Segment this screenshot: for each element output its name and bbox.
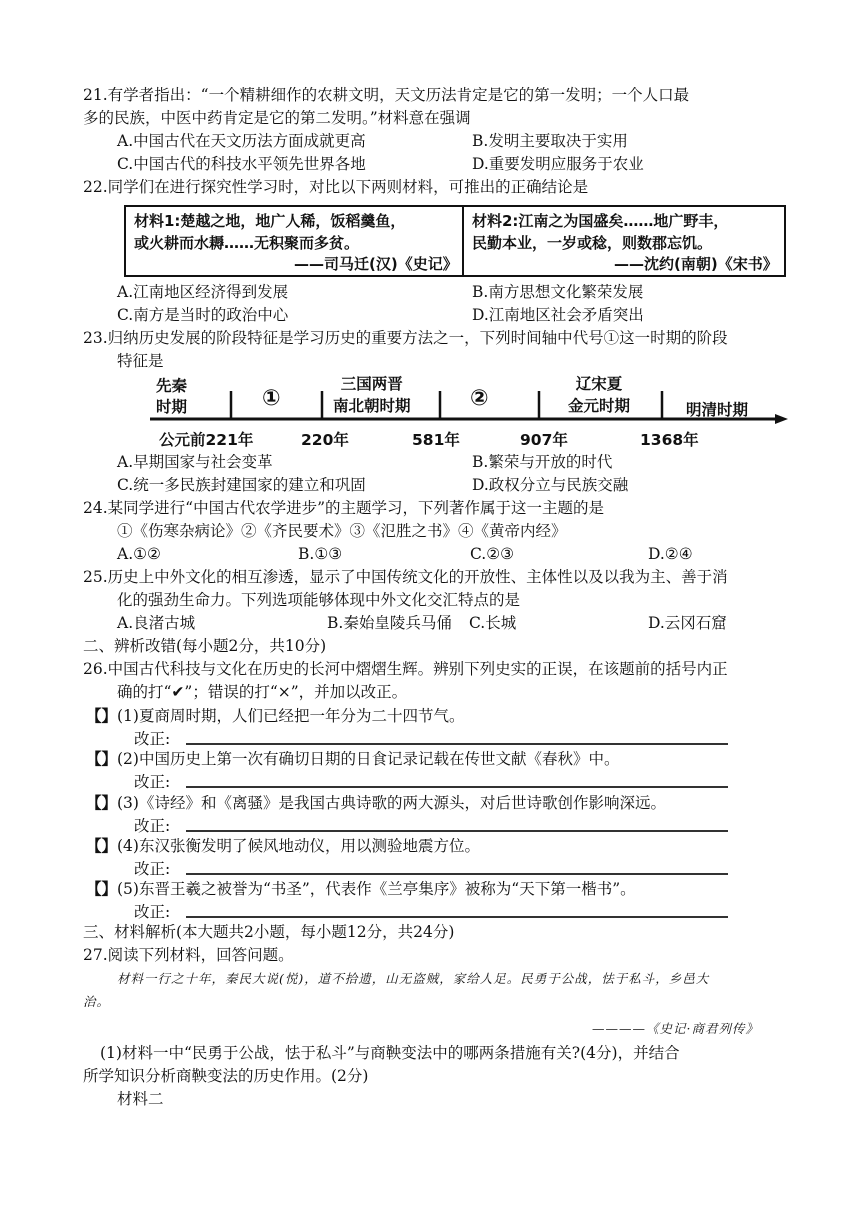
- section-2-heading: 二、辨析改错(每小题2分，共10分): [83, 637, 327, 655]
- timeline-year-1: 公元前221年: [159, 431, 254, 449]
- q26-stem-line2: 确的打“✔”；错误的打“×”，并加以改正。: [117, 683, 408, 701]
- timeline-period-preqin: [156, 376, 187, 418]
- timeline-period-2: ②: [470, 386, 489, 411]
- timeline-period-liao-song-line2: 金元时期: [568, 397, 631, 415]
- q21-option-c: C.中国古代的科技水平领先世界各地: [117, 155, 366, 173]
- q26-item1-bracket[interactable]: 【】: [86, 706, 118, 725]
- q26-item5-text: (5)东晋王羲之被誉为“书圣”，代表作《兰亭集序》被称为“天下第一楷书”。: [117, 880, 636, 898]
- timeline-period-1: ①: [262, 386, 281, 411]
- timeline-year-4: 907年: [520, 431, 568, 449]
- timeline-period-three-kingdoms-line2: 南北朝时期: [333, 397, 411, 415]
- q25-option-d: D.云冈石窟: [648, 614, 727, 632]
- q23-option-b: B.繁荣与开放的时代: [472, 453, 613, 471]
- q26-item2-bracket[interactable]: 【】: [86, 749, 118, 768]
- q26-item5-bracket[interactable]: 【】: [86, 879, 118, 898]
- timeline-period-liao-song-line1: 辽宋夏: [575, 375, 623, 393]
- q22-material1-source: ——司马迁(汉)《史记》: [294, 255, 458, 273]
- q25-option-a: A.良渚古城: [117, 614, 196, 632]
- q26-stem-line1: 26.中国古代科技与文化在历史的长河中熠熠生辉。辨别下列史实的正误，在该题前的括号内正: [83, 660, 728, 678]
- q24-option-d: D.②④: [648, 545, 693, 563]
- timeline-year-3: 581年: [412, 431, 460, 449]
- q22-material-box: [124, 205, 786, 277]
- q25-option-b: B.秦始皇陵兵马俑: [327, 614, 452, 632]
- q21-option-b: B.发明主要取决于实用: [472, 132, 628, 150]
- q27-material1-line2: 治。: [83, 994, 111, 1009]
- q27-stem: 27.阅读下列材料，回答问题。: [83, 946, 294, 964]
- q22-material2-source: ——沈约(南朝)《宋书》: [614, 255, 778, 273]
- timeline-period-three-kingdoms-line1: 三国两晋: [340, 375, 403, 393]
- q25-stem-line1: 25.历史上中外文化的相互渗透，显示了中国传统文化的开放性、主体性以及以我为主、善于消: [83, 568, 728, 586]
- timeline-year-2: 220年: [301, 431, 349, 449]
- q23-option-a: A.早期国家与社会变革: [117, 453, 273, 471]
- q23-stem-line2: 特征是: [117, 352, 164, 370]
- q24-option-c: C.②③: [470, 545, 515, 563]
- timeline-period-liao-song: [568, 373, 630, 417]
- q25-option-c: C.长城: [469, 614, 517, 632]
- q23-stem-line1: 23.归纳历史发展的阶段特征是学习历史的重要方法之一，下列时间轴中代号①这一时期的阶段: [83, 329, 728, 347]
- timeline-period-three-kingdoms: [333, 373, 411, 417]
- timeline-period-ming-qing: 明清时期: [686, 401, 749, 419]
- q26-item3-answer-line[interactable]: [186, 830, 728, 832]
- q22-option-d: D.江南地区社会矛盾突出: [472, 306, 644, 324]
- q26-item3-correct-label: 改正:: [134, 817, 171, 835]
- q24-option-b: B.①③: [298, 545, 343, 563]
- q21-stem-line1: 21.有学者指出：“一个精耕细作的农耕文明，天文历法肯定是它的第一发明；一个人口最: [83, 86, 690, 104]
- q22-material2-line2: 民勤本业，一岁或稔，则数郡忘饥。: [472, 234, 713, 252]
- q26-item1-correct-label: 改正:: [134, 730, 171, 748]
- q27-sub1-line1: (1)材料一中“民勇于公战，怯于私斗”与商鞅变法中的哪两条措施有关?(4分)，并结合: [100, 1044, 680, 1062]
- q27-material1-source: ————《史记·商君列传》: [592, 1021, 759, 1036]
- q22-option-a: A.江南地区经济得到发展: [117, 283, 289, 301]
- q24-option-a: A.①②: [117, 545, 161, 563]
- q26-item3-text: (3)《诗经》和《离骚》是我国古典诗歌的两大源头，对后世诗歌创作影响深远。: [117, 794, 666, 812]
- q26-item5-correct-label: 改正:: [134, 903, 171, 921]
- q26-item4-text: (4)东汉张衡发明了候风地动仪，用以测验地震方位。: [117, 837, 480, 855]
- q26-item2-answer-line[interactable]: [186, 786, 728, 788]
- q26-item4-bracket[interactable]: 【】: [86, 836, 118, 855]
- q26-item4-correct-label: 改正:: [134, 860, 171, 878]
- q22-stem: 22.同学们在进行探究性学习时，对比以下两则材料，可推出的正确结论是: [83, 178, 589, 196]
- q22-material2-line1: 材料2:江南之为国盛矣……地广野丰，: [472, 212, 729, 230]
- q23-option-d: D.政权分立与民族交融: [472, 476, 629, 494]
- q24-items: ①《伤寒杂病论》②《齐民要术》③《氾胜之书》④《黄帝内经》: [117, 522, 567, 540]
- q26-item4-answer-line[interactable]: [186, 873, 728, 875]
- section-3-heading: 三、材料解析(本大题共2小题，每小题12分，共24分): [83, 923, 455, 941]
- timeline-period-preqin-line2: 时期: [156, 398, 188, 416]
- q21-stem-line2: 多的民族，中医中药肯定是它的第二发明。”材料意在强调: [83, 109, 471, 127]
- q22-option-c: C.南方是当时的政治中心: [117, 306, 289, 324]
- q22-material1-line1: 材料1:楚越之地，地广人稀，饭稻羹鱼，: [134, 212, 406, 230]
- q25-stem-line2: 化的强劲生命力。下列选项能够体现中外文化交汇特点的是: [117, 591, 521, 609]
- q24-stem: 24.某同学进行“中国古代农学进步”的主题学习，下列著作属于这一主题的是: [83, 499, 605, 517]
- q26-item2-correct-label: 改正:: [134, 773, 171, 791]
- q26-item2-text: (2)中国历史上第一次有确切日期的日食记录记载在传世文献《春秋》中。: [117, 750, 620, 768]
- q26-item5-answer-line[interactable]: [186, 916, 728, 918]
- q21-option-a: A.中国古代在天文历法方面成就更高: [117, 132, 366, 150]
- q26-item1-answer-line[interactable]: [186, 743, 728, 745]
- q22-material-divider: [462, 207, 464, 275]
- q21-option-d: D.重要发明应服务于农业: [472, 155, 644, 173]
- q27-material1-line1: 材料一行之十年，秦民大说(悦)，道不拾遗，山无盗贼，家给人足。民勇于公战，怯于私斗，乡邑大: [117, 971, 710, 986]
- q27-sub1-line2: 所学知识分析商鞅变法的历史作用。(2分): [83, 1067, 369, 1085]
- q23-option-c: C.统一多民族封建国家的建立和巩固: [117, 476, 366, 494]
- timeline-period-preqin-line1: 先秦: [156, 377, 188, 395]
- q22-option-b: B.南方思想文化繁荣发展: [472, 283, 644, 301]
- timeline-year-5: 1368年: [640, 431, 699, 449]
- q26-item1-text: (1)夏商周时期，人们已经把一年分为二十四节气。: [117, 707, 465, 725]
- q27-material2-label: 材料二: [117, 1090, 164, 1108]
- q26-item3-bracket[interactable]: 【】: [86, 793, 118, 812]
- q22-material1-line2: 或火耕而水耨……无积聚而多贫。: [134, 234, 360, 252]
